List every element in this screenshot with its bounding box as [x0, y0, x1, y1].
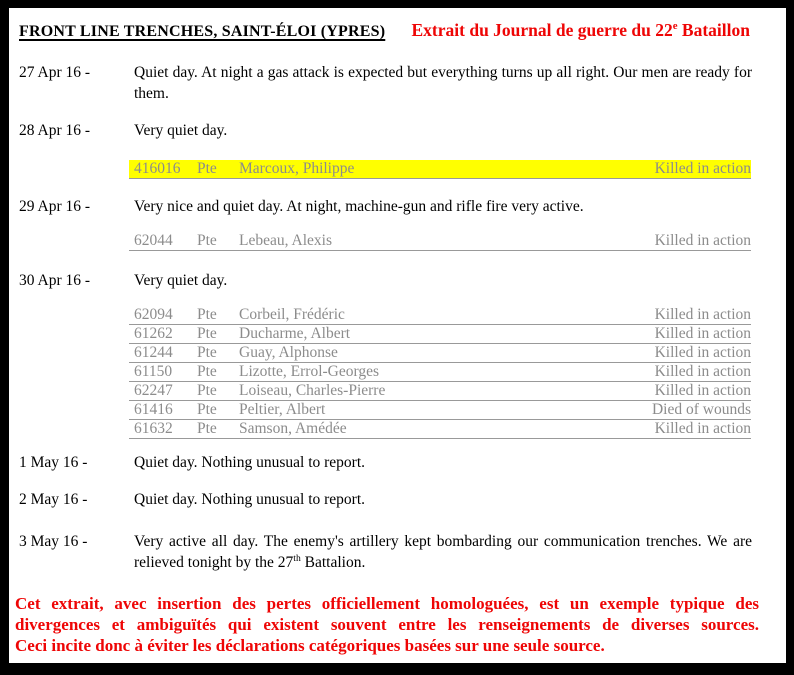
journal-extract-superscript: e — [672, 20, 678, 33]
commentary-note — [15, 593, 759, 656]
document-title: FRONT LINE TRENCHES, SAINT-ÉLOI (YPRES) — [19, 23, 386, 40]
entry-text-line: them. — [134, 85, 169, 102]
commentary-line: divergences et ambiguïtés qui existent souvent entre les renseignements de diverses sources. — [15, 615, 759, 634]
name: Peltier, Albert — [239, 401, 326, 418]
rank: Pte — [197, 325, 217, 342]
document-header — [9, 20, 786, 42]
casualty-row — [129, 363, 751, 382]
service-number: 61262 — [134, 325, 173, 342]
diary-entry-29-apr — [9, 196, 786, 217]
status: Killed in action — [654, 420, 751, 437]
entry-text-part: Battalion. — [300, 554, 366, 571]
entry-text: Very nice and quiet day. At night, machine-gun and rifle fire very active. — [134, 198, 584, 215]
document-content — [9, 8, 786, 656]
commentary-line: Cet extrait, avec insertion des pertes officiellement homologuées, est un exemple typique des — [15, 594, 759, 613]
status: Killed in action — [654, 160, 751, 177]
entry-text: Very quiet day. — [134, 272, 228, 289]
diary-entry-28-apr — [9, 120, 786, 141]
status: Killed in action — [654, 325, 751, 342]
ordinal-superscript: th — [293, 552, 301, 564]
journal-extract-title-suffix: Bataillon — [677, 20, 750, 40]
name: Marcoux, Philippe — [239, 160, 355, 177]
diary-entry-2-may — [9, 489, 786, 510]
service-number: 61150 — [134, 363, 173, 380]
casualty-row — [129, 232, 751, 251]
entry-text-line: Very active all day. The enemy's artillery kept bombarding our communication trenches. We are — [134, 533, 752, 550]
diary-entry-1-may — [9, 452, 786, 473]
entry-date: 29 Apr 16 - — [19, 198, 91, 215]
commentary-line: Ceci incite donc à éviter les déclarations catégoriques basées sur une seule source. — [15, 636, 605, 655]
status: Killed in action — [654, 306, 751, 323]
casualty-table — [9, 306, 786, 439]
entry-date: 1 May 16 - — [19, 454, 88, 471]
entry-text — [134, 62, 752, 104]
entry-date: 27 Apr 16 - — [19, 64, 91, 81]
diary-entry-3-may — [9, 531, 786, 573]
casualty-row — [129, 344, 751, 363]
name: Loiseau, Charles-Pierre — [239, 382, 386, 399]
casualty-row — [129, 306, 751, 325]
name: Lizotte, Errol-Georges — [239, 363, 380, 380]
casualty-row — [129, 325, 751, 344]
entry-text-line — [134, 552, 752, 573]
service-number: 62247 — [134, 382, 173, 399]
casualty-row — [129, 382, 751, 401]
status: Killed in action — [654, 363, 751, 380]
name: Ducharme, Albert — [239, 325, 351, 342]
entry-date: 3 May 16 - — [19, 533, 88, 550]
rank: Pte — [197, 160, 217, 177]
name: Samson, Amédée — [239, 420, 347, 437]
rank: Pte — [197, 363, 217, 380]
journal-extract-title-text: Extrait du Journal de guerre du 22 — [411, 20, 673, 40]
entry-date: 30 Apr 16 - — [19, 272, 91, 289]
rank: Pte — [197, 420, 217, 437]
service-number: 62044 — [134, 232, 173, 249]
entry-text: Quiet day. Nothing unusual to report. — [134, 491, 366, 508]
entry-text — [134, 531, 752, 573]
entry-text: Very quiet day. — [134, 122, 228, 139]
status: Killed in action — [654, 344, 751, 361]
rank: Pte — [197, 382, 217, 399]
entry-text: Quiet day. Nothing unusual to report. — [134, 454, 366, 471]
entry-date: 28 Apr 16 - — [19, 122, 91, 139]
service-number: 416016 — [134, 160, 181, 177]
rank: Pte — [197, 306, 217, 323]
entry-text-line: Quiet day. At night a gas attack is expected but everything turns up all right. Our men are ready for — [134, 64, 752, 81]
journal-extract-title — [412, 20, 751, 40]
status: Died of wounds — [651, 401, 751, 418]
entry-date: 2 May 16 - — [19, 491, 88, 508]
rank: Pte — [197, 344, 217, 361]
name: Lebeau, Alexis — [239, 232, 332, 249]
casualty-row-highlighted — [129, 160, 751, 179]
service-number: 62094 — [134, 306, 173, 323]
diary-entry-30-apr — [9, 270, 786, 291]
status: Killed in action — [654, 382, 751, 399]
name: Guay, Alphonse — [239, 344, 338, 361]
service-number: 61244 — [134, 344, 173, 361]
rank: Pte — [197, 232, 217, 249]
name: Corbeil, Frédéric — [239, 306, 345, 323]
diary-entry-27-apr — [9, 62, 786, 104]
service-number: 61416 — [134, 401, 173, 418]
entry-text-part: relieved tonight by the 27 — [134, 554, 294, 571]
status: Killed in action — [654, 232, 751, 249]
casualty-row — [129, 420, 751, 439]
rank: Pte — [197, 401, 217, 418]
casualty-row — [129, 401, 751, 420]
service-number: 61632 — [134, 420, 173, 437]
